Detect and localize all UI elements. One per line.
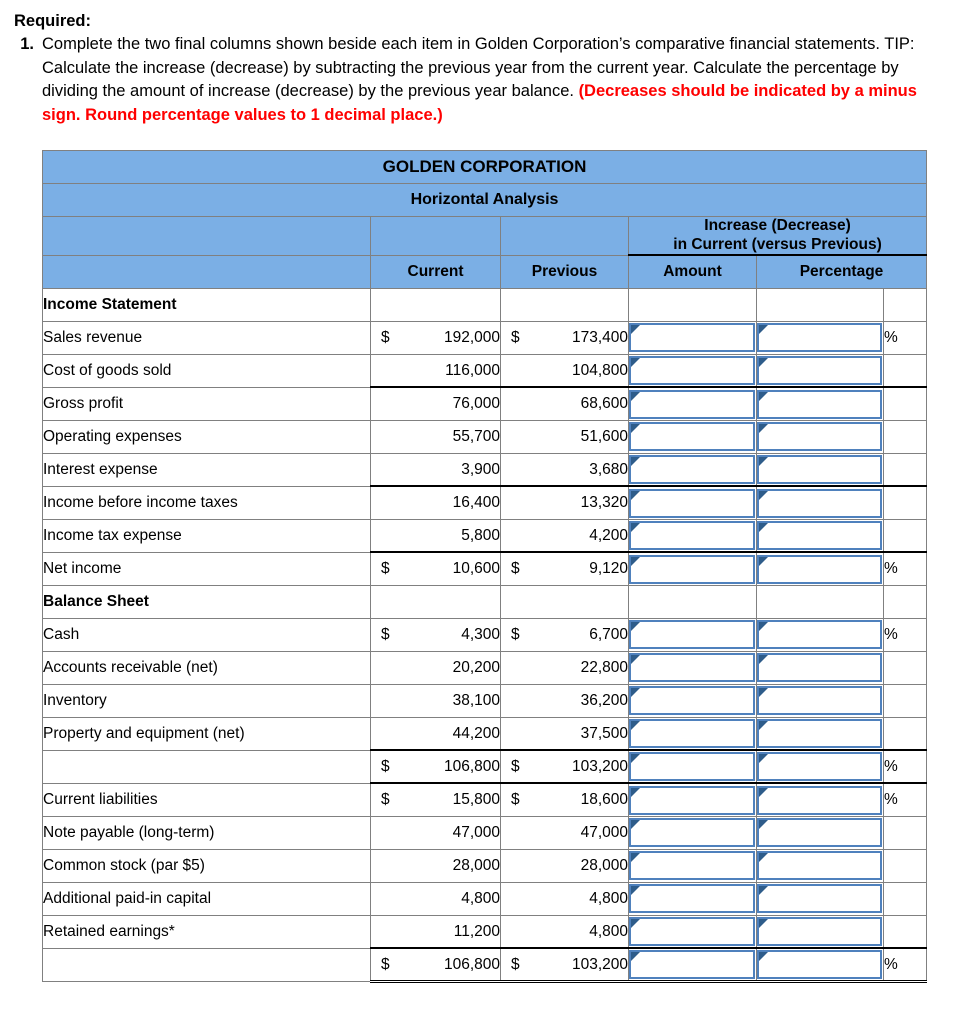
amount-input-field[interactable] (631, 952, 753, 977)
cell-amount[interactable] (629, 882, 757, 915)
percentage-input-field[interactable] (759, 424, 880, 449)
table-row (43, 948, 927, 982)
percentage-input[interactable] (757, 686, 882, 715)
table-row (43, 849, 927, 882)
horizontal-analysis-table-wrap (42, 150, 926, 984)
column-header-current: Current (371, 255, 501, 288)
percentage-input-field[interactable] (759, 952, 880, 977)
table-column-header-row (43, 255, 927, 288)
amount-input[interactable] (629, 356, 755, 385)
cell-amount[interactable] (629, 783, 757, 816)
horizontal-analysis-table (42, 150, 927, 984)
dollar-sign: $ (511, 791, 520, 809)
percentage-input[interactable] (757, 752, 882, 781)
cell-current: 20,200 (371, 651, 501, 684)
cell-previous: $ 6,700 (501, 618, 629, 651)
cell-previous: 4,200 (501, 519, 629, 552)
cell-amount[interactable] (629, 618, 757, 651)
amount-input[interactable] (629, 818, 755, 847)
cell-previous (501, 288, 629, 321)
row-label (43, 948, 371, 982)
cell-amount[interactable] (629, 816, 757, 849)
table-row (43, 387, 927, 420)
dollar-sign: $ (511, 757, 520, 775)
percentage-input-field[interactable] (759, 886, 880, 911)
percent-symbol: % (884, 552, 927, 585)
amount-input-field[interactable] (631, 754, 753, 779)
percentage-input[interactable] (757, 455, 882, 484)
percent-symbol (884, 519, 927, 552)
percentage-input[interactable] (757, 786, 882, 815)
row-label: Current liabilities (43, 783, 371, 816)
percent-symbol (884, 420, 927, 453)
percentage-input[interactable] (757, 653, 882, 682)
required-item-red-note: (Decreases should be indicated by a minus sign. Round percentage values to 1 decimal place.) (42, 82, 917, 125)
cell-previous: $ 9,120 (501, 552, 629, 585)
row-label: Retained earnings* (43, 915, 371, 948)
dollar-sign: $ (381, 328, 390, 346)
row-label: Balance Sheet (43, 585, 371, 618)
percentage-input-field[interactable] (759, 358, 880, 383)
cell-percentage[interactable] (757, 717, 884, 750)
percentage-input-field[interactable] (759, 523, 880, 548)
cell-percentage[interactable] (757, 783, 884, 816)
row-label: Property and equipment (net) (43, 717, 371, 750)
statement-subtitle: Horizontal Analysis (43, 183, 927, 216)
amount-input[interactable] (629, 719, 755, 748)
table-row (43, 882, 927, 915)
percentage-input[interactable] (757, 521, 882, 550)
table-row (43, 453, 927, 486)
percentage-input[interactable] (757, 422, 882, 451)
percentage-input-field[interactable] (759, 688, 880, 713)
amount-input-field[interactable] (631, 457, 753, 482)
amount-input[interactable] (629, 786, 755, 815)
percentage-input[interactable] (757, 323, 882, 352)
cell-percentage[interactable] (757, 750, 884, 783)
table-row (43, 288, 927, 321)
row-label: Cost of goods sold (43, 354, 371, 387)
amount-input-field[interactable] (631, 557, 753, 582)
percentage-input[interactable] (757, 390, 882, 419)
dollar-sign: $ (381, 757, 390, 775)
percentage-input[interactable] (757, 917, 882, 946)
increase-decrease-group-header (629, 216, 927, 255)
amount-input[interactable] (629, 620, 755, 649)
amount-input-field[interactable] (631, 655, 753, 680)
percentage-input-field[interactable] (759, 788, 880, 813)
cell-amount[interactable] (629, 684, 757, 717)
dollar-sign: $ (381, 560, 390, 578)
amount-input-field[interactable] (631, 853, 753, 878)
row-label: Gross profit (43, 387, 371, 420)
cell-current: 11,200 (371, 915, 501, 948)
amount-input[interactable] (629, 323, 755, 352)
cell-percentage (757, 288, 884, 321)
table-row (43, 321, 927, 354)
amount-input[interactable] (629, 489, 755, 518)
amount-input-field[interactable] (631, 886, 753, 911)
cell-current: 76,000 (371, 387, 501, 420)
amount-input[interactable] (629, 884, 755, 913)
row-label: Sales revenue (43, 321, 371, 354)
cell-percentage (757, 585, 884, 618)
column-header-previous: Previous (501, 255, 629, 288)
cell-previous: 36,200 (501, 684, 629, 717)
table-body (43, 150, 927, 982)
cell-amount[interactable] (629, 420, 757, 453)
percentage-input[interactable] (757, 555, 882, 584)
percent-symbol (884, 651, 927, 684)
required-item-1 (14, 33, 946, 127)
dollar-sign: $ (511, 625, 520, 643)
amount-input[interactable] (629, 390, 755, 419)
table-row (43, 585, 927, 618)
cell-percentage[interactable] (757, 618, 884, 651)
amount-input[interactable] (629, 950, 755, 979)
percent-symbol (884, 882, 927, 915)
cell-current: $ 10,600 (371, 552, 501, 585)
dollar-sign: $ (381, 955, 390, 973)
cell-current: 4,800 (371, 882, 501, 915)
row-label: Income tax expense (43, 519, 371, 552)
percentage-input-field[interactable] (759, 721, 880, 746)
cell-amount (629, 585, 757, 618)
cell-current: 5,800 (371, 519, 501, 552)
amount-input-field[interactable] (631, 523, 753, 548)
amount-input[interactable] (629, 555, 755, 584)
cell-percentage[interactable] (757, 651, 884, 684)
amount-input-field[interactable] (631, 325, 753, 350)
percentage-input-field[interactable] (759, 655, 880, 680)
table-group-header-row (43, 216, 927, 255)
amount-input[interactable] (629, 521, 755, 550)
dollar-sign: $ (511, 560, 520, 578)
group-header-line-2: in Current (versus Previous) (673, 235, 882, 253)
percent-symbol (884, 453, 927, 486)
cell-amount[interactable] (629, 453, 757, 486)
percent-symbol (884, 816, 927, 849)
amount-input[interactable] (629, 455, 755, 484)
amount-input[interactable] (629, 686, 755, 715)
cell-amount[interactable] (629, 651, 757, 684)
percentage-input-field[interactable] (759, 622, 880, 647)
cell-previous: 47,000 (501, 816, 629, 849)
table-row (43, 618, 927, 651)
group-header-blank-label (43, 216, 371, 255)
percent-symbol (884, 849, 927, 882)
amount-input-field[interactable] (631, 820, 753, 845)
cell-amount (629, 288, 757, 321)
required-heading: Required: (14, 12, 92, 30)
cell-amount[interactable] (629, 486, 757, 519)
cell-current: 116,000 (371, 354, 501, 387)
cell-percentage[interactable] (757, 420, 884, 453)
cell-percentage[interactable] (757, 486, 884, 519)
cell-percentage[interactable] (757, 552, 884, 585)
amount-input[interactable] (629, 653, 755, 682)
percentage-input[interactable] (757, 356, 882, 385)
table-row (43, 486, 927, 519)
percentage-input[interactable] (757, 620, 882, 649)
table-row (43, 684, 927, 717)
cell-percentage[interactable] (757, 519, 884, 552)
cell-amount[interactable] (629, 387, 757, 420)
percentage-input-field[interactable] (759, 491, 880, 516)
table-row (43, 354, 927, 387)
row-label: Note payable (long-term) (43, 816, 371, 849)
group-header-blank-current (371, 216, 501, 255)
cell-percentage[interactable] (757, 849, 884, 882)
cell-previous: 4,800 (501, 882, 629, 915)
cell-amount[interactable] (629, 750, 757, 783)
row-label: Interest expense (43, 453, 371, 486)
cell-percentage[interactable] (757, 882, 884, 915)
cell-amount[interactable] (629, 915, 757, 948)
row-label: Cash (43, 618, 371, 651)
cell-current: $ 4,300 (371, 618, 501, 651)
percentage-input-field[interactable] (759, 325, 880, 350)
required-item-number: 1. (20, 35, 34, 54)
percent-symbol (884, 585, 927, 618)
table-subtitle-row (43, 183, 927, 216)
amount-input-field[interactable] (631, 721, 753, 746)
cell-previous: 22,800 (501, 651, 629, 684)
required-item-text (42, 33, 922, 127)
amount-input-field[interactable] (631, 491, 753, 516)
percentage-input-field[interactable] (759, 457, 880, 482)
cell-amount[interactable] (629, 552, 757, 585)
cell-percentage[interactable] (757, 684, 884, 717)
percentage-input[interactable] (757, 818, 882, 847)
row-label: Accounts receivable (net) (43, 651, 371, 684)
cell-percentage[interactable] (757, 948, 884, 982)
percentage-input[interactable] (757, 719, 882, 748)
cell-previous: 68,600 (501, 387, 629, 420)
cell-current: $ 106,800 (371, 948, 501, 982)
company-title: GOLDEN CORPORATION (43, 150, 927, 183)
column-header-amount: Amount (629, 255, 757, 288)
percentage-input[interactable] (757, 884, 882, 913)
amount-input-field[interactable] (631, 358, 753, 383)
table-row (43, 816, 927, 849)
row-label: Inventory (43, 684, 371, 717)
cell-amount[interactable] (629, 717, 757, 750)
dollar-sign: $ (381, 625, 390, 643)
cell-current: 28,000 (371, 849, 501, 882)
percent-symbol (884, 387, 927, 420)
cell-current (371, 288, 501, 321)
instructions-block (0, 0, 960, 128)
table-row (43, 552, 927, 585)
table-row (43, 519, 927, 552)
cell-current: 47,000 (371, 816, 501, 849)
percent-symbol (884, 684, 927, 717)
cell-previous: $ 103,200 (501, 948, 629, 982)
required-item-body: Complete the two final columns shown beside each item in Golden Corporation’s comparative financial statements. TIP: Calculate the increase (decrease) by subtracting the previous year from the current year. Calculate the percentage by dividing the amount of increase (decrease) by the previous year balance. (42, 35, 915, 101)
dollar-sign: $ (381, 791, 390, 809)
row-label: Additional paid-in capital (43, 882, 371, 915)
cell-current: 55,700 (371, 420, 501, 453)
group-header-blank-previous (501, 216, 629, 255)
cell-current: $ 192,000 (371, 321, 501, 354)
column-header-label (43, 255, 371, 288)
row-label: Common stock (par $5) (43, 849, 371, 882)
amount-input-field[interactable] (631, 788, 753, 813)
cell-current: 44,200 (371, 717, 501, 750)
amount-input-field[interactable] (631, 622, 753, 647)
cell-previous: 104,800 (501, 354, 629, 387)
cell-current (371, 585, 501, 618)
cell-amount[interactable] (629, 321, 757, 354)
amount-input[interactable] (629, 752, 755, 781)
cell-percentage[interactable] (757, 354, 884, 387)
table-title-row (43, 150, 927, 183)
cell-amount[interactable] (629, 519, 757, 552)
amount-input[interactable] (629, 917, 755, 946)
table-row (43, 651, 927, 684)
percentage-input-field[interactable] (759, 919, 880, 944)
cell-current: 38,100 (371, 684, 501, 717)
percent-symbol (884, 717, 927, 750)
table-row (43, 915, 927, 948)
cell-percentage[interactable] (757, 387, 884, 420)
percent-symbol: % (884, 321, 927, 354)
amount-input[interactable] (629, 422, 755, 451)
percent-symbol (884, 486, 927, 519)
cell-previous: 4,800 (501, 915, 629, 948)
dollar-sign: $ (511, 328, 520, 346)
cell-current: $ 15,800 (371, 783, 501, 816)
cell-previous: 13,320 (501, 486, 629, 519)
group-header-line-1: Increase (Decrease) (704, 216, 851, 234)
cell-percentage[interactable] (757, 816, 884, 849)
cell-current: 3,900 (371, 453, 501, 486)
row-label: Income before income taxes (43, 486, 371, 519)
percent-symbol: % (884, 783, 927, 816)
percent-symbol (884, 915, 927, 948)
percentage-input-field[interactable] (759, 820, 880, 845)
cell-amount[interactable] (629, 849, 757, 882)
table-row (43, 750, 927, 783)
percentage-input[interactable] (757, 950, 882, 979)
dollar-sign: $ (511, 955, 520, 973)
percent-symbol: % (884, 750, 927, 783)
table-row (43, 717, 927, 750)
cell-previous (501, 585, 629, 618)
percentage-input-field[interactable] (759, 557, 880, 582)
row-label: Net income (43, 552, 371, 585)
row-label (43, 750, 371, 783)
cell-current: 16,400 (371, 486, 501, 519)
percent-symbol: % (884, 618, 927, 651)
cell-previous: $ 103,200 (501, 750, 629, 783)
percentage-input[interactable] (757, 851, 882, 880)
amount-input-field[interactable] (631, 919, 753, 944)
cell-previous: 51,600 (501, 420, 629, 453)
cell-amount[interactable] (629, 948, 757, 982)
amount-input-field[interactable] (631, 688, 753, 713)
cell-previous: $ 18,600 (501, 783, 629, 816)
cell-previous: 28,000 (501, 849, 629, 882)
percent-symbol (884, 288, 927, 321)
percentage-input-field[interactable] (759, 754, 880, 779)
cell-percentage[interactable] (757, 915, 884, 948)
cell-percentage[interactable] (757, 321, 884, 354)
amount-input[interactable] (629, 851, 755, 880)
row-label: Income Statement (43, 288, 371, 321)
amount-input-field[interactable] (631, 392, 753, 417)
column-header-percentage: Percentage (757, 255, 927, 288)
percent-symbol (884, 354, 927, 387)
cell-previous: 37,500 (501, 717, 629, 750)
percentage-input-field[interactable] (759, 392, 880, 417)
cell-percentage[interactable] (757, 453, 884, 486)
percentage-input[interactable] (757, 489, 882, 518)
table-row (43, 420, 927, 453)
row-label: Operating expenses (43, 420, 371, 453)
table-row (43, 783, 927, 816)
cell-previous: 3,680 (501, 453, 629, 486)
percentage-input-field[interactable] (759, 853, 880, 878)
percent-symbol: % (884, 948, 927, 982)
cell-amount[interactable] (629, 354, 757, 387)
cell-previous: $ 173,400 (501, 321, 629, 354)
cell-current: $ 106,800 (371, 750, 501, 783)
amount-input-field[interactable] (631, 424, 753, 449)
